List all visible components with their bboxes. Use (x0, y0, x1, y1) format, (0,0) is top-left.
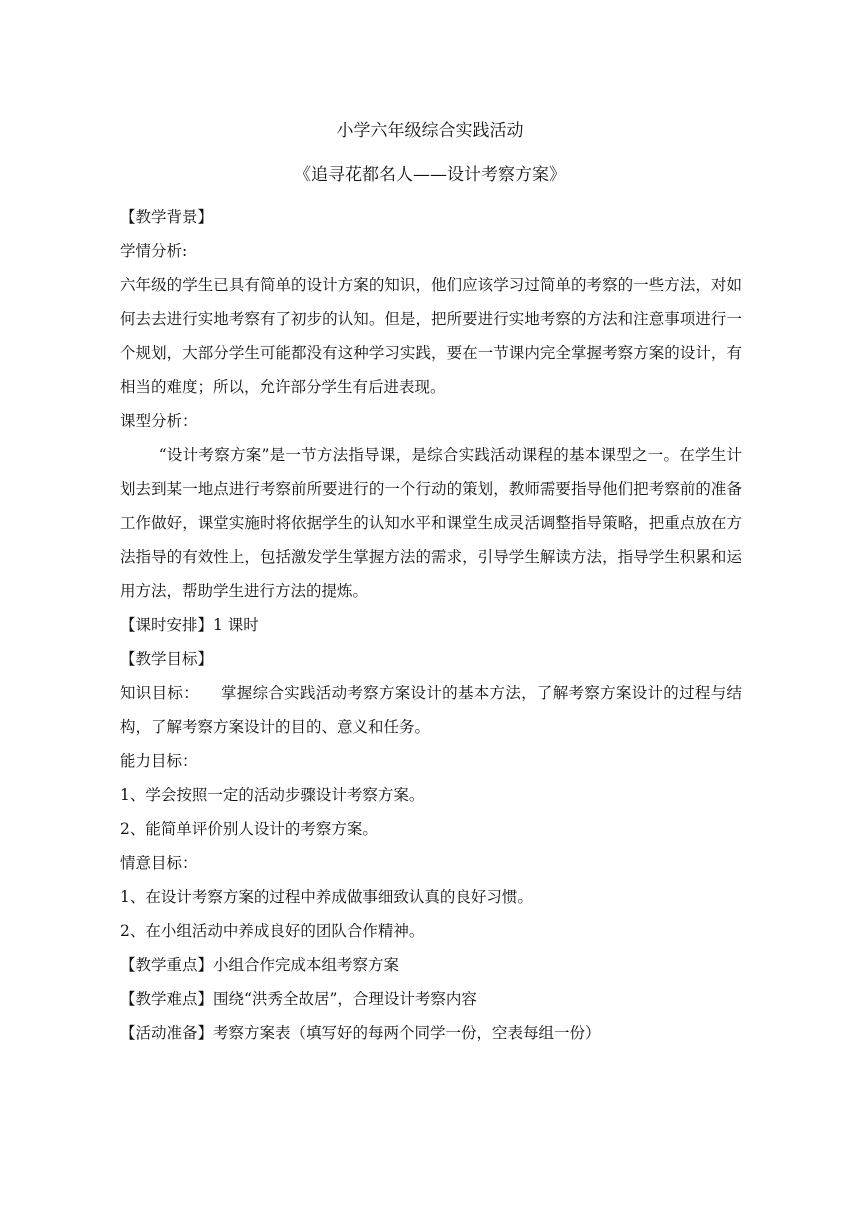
emotion-goal-item: 2、在小组活动中养成良好的团队合作精神。 (120, 922, 425, 940)
knowledge-goal-label: 知识目标： (120, 684, 199, 702)
emotion-goal-item: 1、在设计考察方案的过程中养成做事细致认真的良好习惯。 (120, 888, 533, 906)
difficulty-text: 围绕“洪秀全故居”，合理设计考察内容 (213, 990, 477, 1008)
ability-goal-label: 能力目标： (120, 752, 198, 770)
schedule-value: 1 课时 (213, 616, 259, 634)
difficulty-heading: 【教学难点】 (120, 990, 214, 1008)
preparation-heading: 【活动准备】 (120, 1024, 214, 1042)
key-point-text: 小组合作完成本组考察方案 (213, 956, 400, 974)
lesson-type-label: 课型分析： (120, 412, 198, 430)
difficulty-line (120, 982, 742, 1016)
preparation-line (120, 1016, 742, 1050)
learning-analysis-text: 六年级的学生已具有简单的设计方案的知识，他们应该学习过简单的考察的一些方法，对如何去去进行实地考察有了初步的认知。但是，把所要进行实地考察的方法和注意事项进行一个规划，大部分学生可能都没有这种学习实践，要在一节课内完全掌握考察方案的设计，有相当的难度；所以，允许部分学生有后进表现。 (120, 276, 742, 396)
emotion-goal-label: 情意目标： (120, 854, 198, 872)
ability-goal-item: 2、能简单评价别人设计的考察方案。 (120, 820, 378, 838)
key-point-line (120, 948, 742, 982)
key-point-heading: 【教学重点】 (120, 956, 214, 974)
goals-heading: 【教学目标】 (120, 650, 214, 668)
document-subtitle: 《追寻花都名人——设计考察方案》 (294, 165, 566, 185)
preparation-text: 考察方案表（填写好的每两个同学一份，空表每组一份） (213, 1024, 601, 1042)
learning-analysis-label: 学情分析: (120, 242, 188, 260)
background-heading: 【教学背景】 (120, 208, 214, 226)
knowledge-goal-text: 掌握综合实践活动考察方案设计的基本方法，了解考察方案设计的过程与结构，了解考察方案设计的目的、意义和任务。 (120, 684, 742, 736)
schedule-heading: 【课时安排】 (120, 616, 214, 634)
document-body (120, 200, 742, 1050)
schedule-line (120, 608, 742, 642)
ability-goal-item: 1、学会按照一定的活动步骤设计考察方案。 (120, 786, 425, 804)
document-title: 小学六年级综合实践活动 (336, 121, 524, 141)
knowledge-goal (120, 676, 742, 744)
lesson-type-text: “设计考察方案”是一节方法指导课，是综合实践活动课程的基本课型之一。在学生计划去到某一地点进行考察前所要进行的一个行动的策划，教师需要指导他们把考察前的准备工作做好，课堂实施时将依据学生的认知水平和课堂生成灵活调整指导策略，把重点放在方法指导的有效性上，包括激发学生掌握方法的需求，引导学生解读方法，指导学生积累和运用方法，帮助学生进行方法的提炼。 (120, 446, 742, 600)
